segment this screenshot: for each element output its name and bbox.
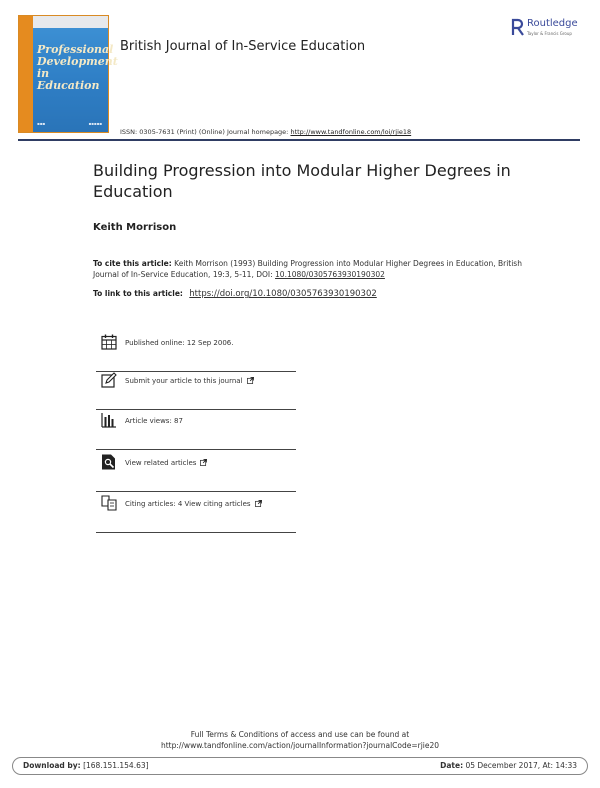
submit-article-label: Submit your article to this journal — [125, 377, 243, 385]
cover-title-line: in Education — [37, 67, 100, 92]
cover-footer-mark: ▪▪▪▪▪ — [88, 121, 102, 126]
related-articles-label: View related articles — [125, 459, 197, 467]
download-date-label: Date: — [440, 761, 464, 770]
cover-top-bar — [33, 16, 108, 28]
publisher-name: Routledge — [527, 18, 578, 29]
article-views: Article views: 87 — [125, 417, 183, 425]
header-divider — [18, 139, 580, 141]
info-row-citing[interactable] — [96, 493, 296, 533]
citation-text: Keith Morrison (1993) Building Progression into Modular Higher Degrees in Education, British Journal of In-Service Education, 19:3, 5-11, DOI: — [93, 259, 522, 279]
published-date: Published online: 12 Sep 2006. — [125, 339, 234, 347]
submit-article-link[interactable] — [125, 377, 254, 385]
info-row-submit[interactable] — [96, 370, 296, 410]
bar-chart-icon — [101, 412, 117, 428]
cover-footer-mark: ▪▪▪ — [37, 121, 46, 126]
cover-side-stripe — [19, 16, 33, 132]
terms-url-link[interactable]: http://www.tandfonline.com/action/journalInformation?journalCode=rjie20 — [160, 741, 440, 750]
related-articles-link[interactable] — [125, 459, 207, 467]
download-by — [23, 761, 149, 770]
info-row-published — [96, 332, 296, 372]
article-link-line — [93, 289, 377, 299]
search-document-icon — [101, 454, 117, 470]
journal-homepage-link[interactable]: http://www.tandfonline.com/loi/rjie18 — [290, 128, 412, 136]
citation-doi-link[interactable]: 10.1080/0305763930190302 — [275, 270, 385, 279]
download-by-label: Download by: — [23, 761, 81, 770]
article-doi-link[interactable]: https://doi.org/10.1080/0305763930190302 — [189, 289, 377, 299]
download-date-value: 05 December 2017, At: 14:33 — [465, 761, 577, 770]
download-date — [440, 761, 577, 770]
issn-text: ISSN: 0305-7631 (Print) (Online) Journal homepage: — [120, 128, 289, 136]
journal-cover-image — [18, 15, 118, 133]
info-row-views — [96, 410, 296, 450]
terms-text: Full Terms & Conditions of access and use can be found at — [190, 730, 410, 739]
citing-articles-label: Citing articles: 4 View citing articles — [125, 500, 251, 508]
issn-line — [120, 128, 411, 136]
external-link-icon — [200, 459, 207, 466]
publisher-tagline: Taylor & Francis Group — [527, 31, 572, 36]
info-row-related[interactable] — [96, 452, 296, 492]
article-title: Building Progression into Modular Higher Degrees in Education — [93, 161, 511, 201]
cover-title-line: Development — [37, 55, 118, 68]
external-link-icon — [247, 377, 254, 384]
citation-label: To cite this article: — [93, 259, 172, 268]
cover-title — [37, 43, 118, 92]
calendar-icon — [101, 334, 117, 350]
journal-title: British Journal of In-Service Education — [120, 39, 366, 54]
routledge-r-icon — [511, 18, 524, 36]
link-label: To link to this article: — [93, 289, 183, 298]
external-link-icon — [255, 500, 262, 507]
download-info-bar — [12, 757, 588, 775]
cover-title-line: Professional — [37, 43, 114, 56]
edit-icon — [101, 372, 117, 388]
documents-icon — [101, 495, 117, 511]
article-author: Keith Morrison — [93, 222, 177, 233]
terms-footer — [0, 729, 600, 751]
citing-articles-link[interactable] — [125, 500, 262, 508]
citation-block — [93, 258, 523, 280]
download-by-value: [168.151.154.63] — [83, 761, 149, 770]
